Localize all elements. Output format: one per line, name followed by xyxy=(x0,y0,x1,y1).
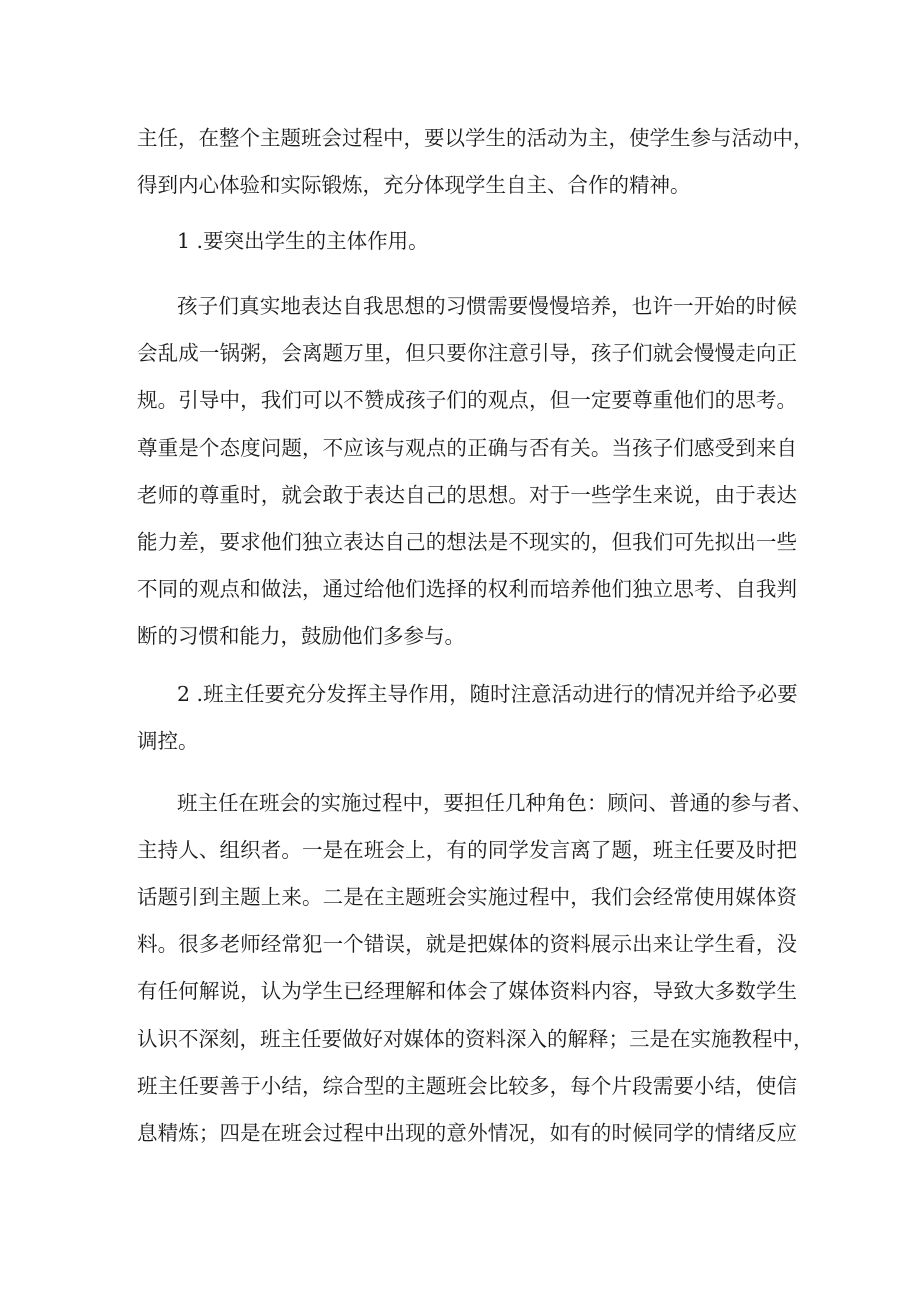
paragraph-line: 班主任在班会的实施过程中，要担任几种角色：顾问、普通的参与者、 xyxy=(177,791,813,815)
paragraph-line: 会乱成一锅粥，会离题万里，但只要你注意引导，孩子们就会慢慢走向正 xyxy=(137,341,797,365)
paragraph-line: 班主任要善于小结，综合型的主题班会比较多，每个片段需要小结，使信 xyxy=(137,1074,797,1098)
paragraph-line: 有任何解说，认为学生已经理解和体会了媒体资料内容，导致大多数学生 xyxy=(137,979,797,1003)
paragraph-line: 能力差，要求他们独立表达自己的想法是不现实的，但我们可先拟出一些 xyxy=(137,530,797,554)
paragraph-line: 主持人、组织者。一是在班会上，有的同学发言离了题，班主任要及时把 xyxy=(137,838,797,862)
paragraph-line: 认识不深刻，班主任要做好对媒体的资料深入的解释；三是在实施教程中， xyxy=(137,1027,814,1051)
paragraph-line: 规。引导中，我们可以不赞成孩子们的观点，但一定要尊重他们的思考。 xyxy=(137,388,797,412)
paragraph-line: 料。很多老师经常犯一个错误，就是把媒体的资料展示出来让学生看，没 xyxy=(137,932,797,956)
numbered-heading-continuation: 调控。 xyxy=(137,729,199,753)
paragraph-line: 得到内心体验和实际锻炼，充分体现学生自主、合作的精神。 xyxy=(137,173,691,197)
paragraph-line: 息精炼；四是在班会过程中出现的意外情况，如有的时候同学的情绪反应 xyxy=(137,1121,797,1145)
paragraph-line: 断的习惯和能力，鼓励他们多参与。 xyxy=(137,624,465,648)
paragraph-line: 不同的观点和做法，通过给他们选择的权利而培养他们独立思考、自我判 xyxy=(137,577,797,601)
paragraph-line: 话题引到主题上来。二是在主题班会实施过程中，我们会经常使用媒体资 xyxy=(137,885,797,909)
paragraph-line: 主任，在整个主题班会过程中，要以学生的活动为主，使学生参与活动中， xyxy=(137,126,814,150)
numbered-heading: 2 .班主任要充分发挥主导作用，随时注意活动进行的情况并给予必要 xyxy=(177,682,798,706)
paragraph-line: 老师的尊重时，就会敢于表达自己的思想。对于一些学生来说，由于表达 xyxy=(137,483,797,507)
paragraph-line: 孩子们真实地表达自我思想的习惯需要慢慢培养，也许一开始的时候 xyxy=(177,294,797,318)
paragraph-line: 尊重是个态度问题，不应该与观点的正确与否有关。当孩子们感受到来自 xyxy=(137,436,797,460)
numbered-heading: 1 .要突出学生的主体作用。 xyxy=(177,229,429,253)
